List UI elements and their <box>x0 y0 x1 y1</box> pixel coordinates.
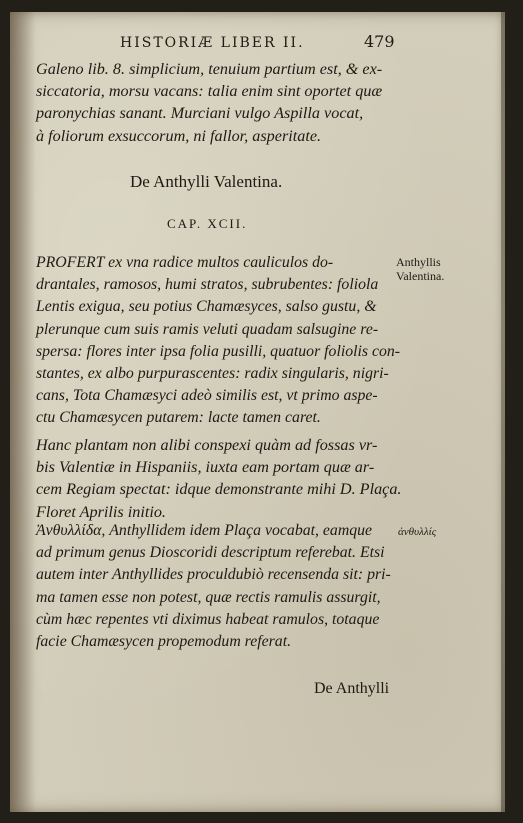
margin-note-line: Valentina. <box>396 269 445 283</box>
catchword: De Anthylli <box>314 680 390 697</box>
section-heading: De Anthylli Valentina. <box>130 172 283 191</box>
text-line: ma tamen esse non potest, quæ rectis ramulis assurgit, <box>36 588 381 606</box>
page-number: 479 <box>364 32 395 51</box>
margin-note <box>396 255 444 283</box>
margin-greek-note: ἀνθυλλίς <box>398 526 437 538</box>
gutter-shadow <box>10 12 36 812</box>
third-paragraph <box>36 520 391 653</box>
text-line: bis Valentiæ in Hispaniis, iuxta eam portam quæ ar- <box>36 458 375 477</box>
text-line: spersa: flores inter ipsa folia pusilli, quatuor foliolis con- <box>36 342 401 360</box>
chapter-label: CAP. XCII. <box>167 216 248 231</box>
text-line: Ἀνθυλλίδα, Anthyllidem idem Plaça vocabat, eamque <box>36 522 373 539</box>
page-edge <box>501 12 505 812</box>
text-line: facie Chamæsycen propemodum referat. <box>36 633 292 651</box>
text-line: autem inter Anthyllides proculdubiò recensenda sit: pri- <box>36 566 391 584</box>
text-line: ad primum genus Dioscoridi descriptum referebat. Etsi <box>36 544 385 562</box>
text-line: cùm hæc repentes vti diximus habeat ramulos, totaque <box>36 610 380 628</box>
text-line: stantes, ex albo purpurascentes: radix singularis, nigri- <box>36 365 389 383</box>
text-line: à foliorum exsuccorum, ni fallor, asperitate. <box>36 126 322 145</box>
text-line: plerunque cum suis ramis veluti quadam salsugine re- <box>36 320 379 338</box>
top-paragraph <box>36 58 382 147</box>
text-line: paronychias sanant. Murciani vulgo Aspilla vocat, <box>36 104 364 123</box>
margin-note-line: Anthyllis <box>396 255 441 269</box>
text-line: Galeno lib. 8. simplicium, tenuium partium est, & ex- <box>36 60 383 78</box>
text-line: PROFERT ex vna radice multos cauliculos do- <box>36 254 334 271</box>
text-line: Lentis exigua, seu potius Chamæsyces, salso gustu, & <box>36 298 377 316</box>
text-line: Floret Aprilis initio. <box>36 502 166 521</box>
text-line: Hanc plantam non alibi conspexi quàm ad fossas vr- <box>36 436 378 454</box>
text-line: drantales, ramosos, humi stratos, subrubentes: foliola <box>36 276 379 294</box>
main-paragraph <box>36 252 400 430</box>
text-line: cem Regiam spectat: idque demonstrante mihi D. Plaça. <box>36 480 402 499</box>
text-line: cans, Tota Chamæsyci adeò similis est, vt primo aspe- <box>36 387 378 405</box>
text-line: ctu Chamæsycen putarem: lacte tamen caret. <box>36 409 321 427</box>
running-title: HISTORIÆ LIBER II. <box>120 35 305 51</box>
second-paragraph <box>36 434 401 523</box>
text-line: siccatoria, morsu vacans: talia enim sint oportet quæ <box>36 82 383 101</box>
